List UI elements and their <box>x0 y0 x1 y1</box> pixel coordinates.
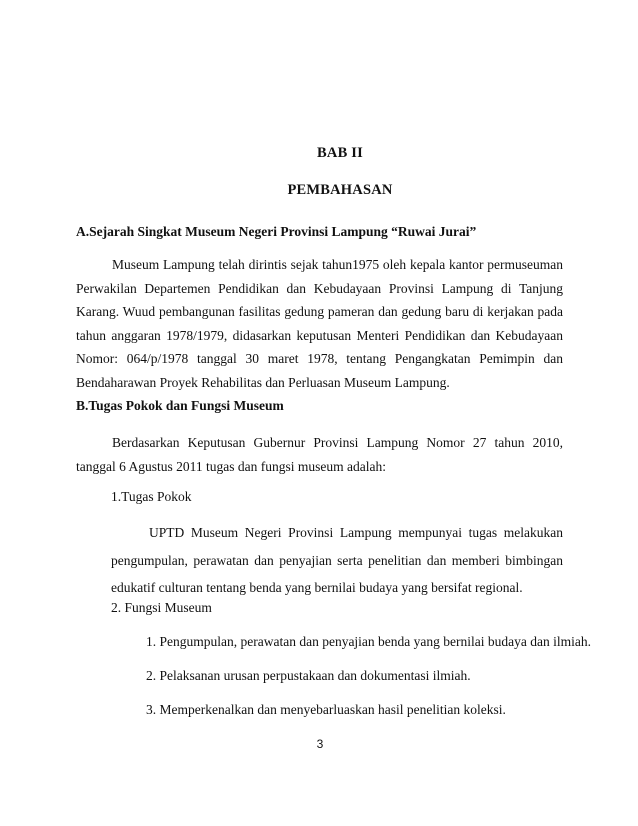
tugas-pokok-paragraph: UPTD Museum Negeri Provinsi Lampung mempunyai tugas melakukan pengumpulan, perawatan dan penyajian serta penelitian dan memberi bimbingan edukatif culturan tentang benda yang bernilai budaya yang bersifat regional. <box>111 525 563 595</box>
tugas-pokok-heading: 1.Tugas Pokok <box>111 489 192 504</box>
fungsi-item: 3. Memperkenalkan dan menyebarluaskan hasil penelitian koleksi. <box>146 702 506 717</box>
fungsi-item: 2. Pelaksanan urusan perpustakaan dan dokumentasi ilmiah. <box>146 668 471 683</box>
page-number: 3 <box>316 737 324 751</box>
section-a-title: A.Sejarah Singkat Museum Negeri Provinsi Lampung “Ruwai Jurai” <box>76 224 477 239</box>
fungsi-heading: 2. Fungsi Museum <box>111 600 212 615</box>
section-b-paragraph: Berdasarkan Keputusan Gubernur Provinsi Lampung Nomor 27 tahun 2010, tanggal 6 Agustus 2011 tugas dan fungsi museum adalah: <box>76 435 563 474</box>
section-b-title: B.Tugas Pokok dan Fungsi Museum <box>76 398 284 413</box>
fungsi-item: 1. Pengumpulan, perawatan dan penyajian benda yang bernilai budaya dan ilmiah. <box>146 634 591 649</box>
chapter-title: PEMBAHASAN <box>287 182 393 198</box>
chapter-label: BAB II <box>317 145 363 161</box>
section-a-paragraph: Museum Lampung telah dirintis sejak tahun1975 oleh kepala kantor permuseuman Perwakilan Departemen Pendidikan dan Kebudayaan Provinsi Lampung di Tanjung Karang. Wuud pembangunan fasilitas gedung pameran dan gedung baru di kerjakan pada tahun anggaran 1978/1979, didasarkan keputusan Menteri Pendidikan dan Kebudayaan Nomor: 064/p/1978 tanggal 30 maret 1978, tentang Pengangkatan Pemimpin dan Bendaharawan Proyek Rehabilitas dan Perluasan Museum Lampung. <box>76 257 563 390</box>
